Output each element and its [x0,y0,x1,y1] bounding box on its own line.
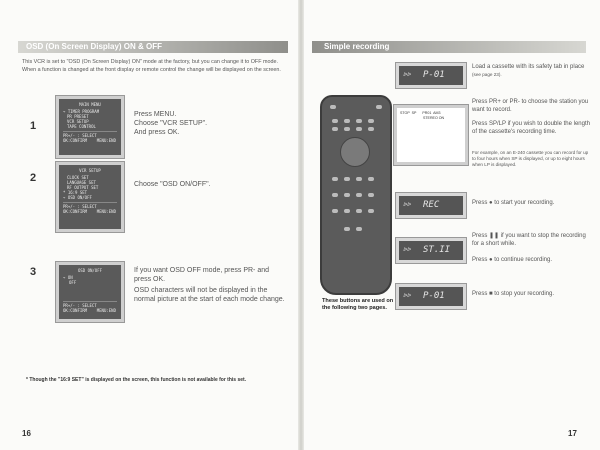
menu-item: CLOCK SET [67,175,89,180]
step-line: Choose "OSD ON/OFF". [134,181,211,188]
display-value: P-01 [423,70,445,80]
section-title-recording: Simple recording [312,41,586,53]
navigation-pad-icon [340,137,370,167]
intro-paragraph: This VCR is set to "OSD (On Screen Display) ON" mode at the factory, but you can change it to OFF mode. When a function is changed at the front display or remote control the change will be displayed on the screen. [22,59,281,73]
play-icon: ᐅᐅ [403,293,411,299]
footnote [26,377,246,383]
menu-item: → ON [63,275,73,280]
menu-item: → OSD ON/OFF [63,195,92,200]
instruction-choose-station: Press PR+ or PR- to choose the station you want to record. [472,99,589,113]
right-page [304,0,600,450]
step-3-text [134,266,286,304]
instruction-pause: Press ❚❚ if you want to stop the recording for a short while. [472,233,586,247]
osd-screen-main-menu [56,96,124,158]
play-icon: ᐅᐅ [403,202,411,208]
front-display-2 [396,193,466,218]
tv-status-line: STOP SP PR01 AM3 [400,111,441,115]
menu-item: VCR SETUP [67,119,89,124]
step-line: Press MENU. [134,111,177,118]
screen-header: VCR SETUP [79,168,101,173]
section-title-osd: OSD (On Screen Display) ON & OFF [18,41,288,53]
menu-item: TAPE CONTROL [67,124,96,129]
screen-footer: PR+/- : SELECT OK:CONFIRM MENU:END [63,133,116,143]
step-number-2: 2 [30,172,37,184]
page-number-right: 17 [568,429,577,438]
screen-header: OSD ON/OFF [77,268,103,273]
front-display-3 [396,238,466,263]
instruction-example: For example, on an E-240 cassette you can record for up to four hours when SP is displayed, or up to eight hours when LP is displayed. [472,150,589,167]
page-number-left: 16 [22,429,31,438]
step-2-text [134,180,284,189]
screen-footer: PR+/- : SELECT OK:CONFIRM MENU:END [63,204,116,214]
step-line: OSD characters will not be displayed in the normal picture at the start of each mode change. [134,287,285,303]
remote-control-illustration [320,95,392,295]
step-1-text [134,110,284,137]
step-line: If you want OSD OFF mode, press PR- and press OK. [134,267,269,283]
instruction-sp-lp: Press SP/LP if you wish to double the length of the cassette's recording time. [472,121,590,135]
menu-item: PR PRESET [67,114,89,119]
menu-item: LANGUAGE SET [67,180,96,185]
play-icon: ᐅᐅ [403,72,411,78]
instruction-start-recording: Press ● to start your recording. [472,200,555,206]
step-number-1: 1 [30,120,37,132]
menu-item: RF OUTPUT SET [67,185,99,190]
step-number-3: 3 [30,266,37,278]
instruction-continue: Press ● to continue recording. [472,257,552,263]
play-icon: ᐅᐅ [403,247,411,253]
footnote-text: Though the "16:9 SET" is displayed on the screen, this function is not available for this set. [29,377,247,383]
menu-item: OFF [69,280,77,285]
step-line: And press OK. [134,129,180,136]
step-line: Choose "VCR SETUP". [134,120,208,127]
menu-item: * 16:9 SET [63,190,88,195]
menu-item: → TIMER PROGRAM [63,109,100,114]
footnote-marker: * [26,377,28,383]
tv-screen-display [394,105,468,165]
instruction-load-cassette: Load a cassette with its safety tab in place (see page 23). [472,64,585,77]
display-value: REC [423,200,440,210]
instruction-stop: Press ■ to stop your recording. [472,291,554,297]
remote-caption: These buttons are used on the following two pages. [322,298,394,311]
front-display-1 [396,63,466,88]
tv-status-line: STEREO ON [400,116,445,120]
osd-screen-vcr-setup [56,162,124,232]
display-value: ST.II [423,245,451,255]
front-display-4 [396,284,466,309]
screen-header: MAIN MENU [79,102,101,107]
left-page [0,0,298,450]
screen-footer: PR+/- : SELECT OK:CONFIRM MENU:END [63,303,116,313]
display-value: P-01 [423,291,445,301]
osd-screen-osd-on-off [56,262,124,322]
